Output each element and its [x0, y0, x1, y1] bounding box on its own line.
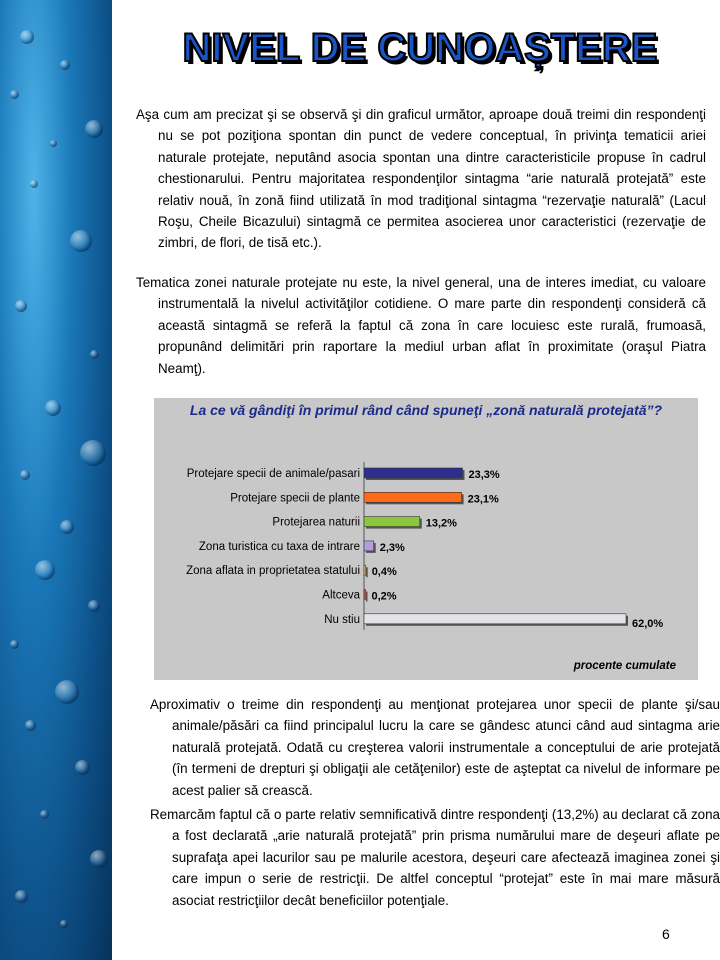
water-bubble	[90, 350, 99, 359]
bar	[364, 541, 374, 551]
water-bubble	[10, 90, 19, 99]
water-bubble	[85, 120, 103, 138]
bar	[364, 614, 626, 624]
water-bubble	[80, 440, 106, 466]
paragraph-4: Remarcăm faptul că o parte relativ semnificativă dintre respondenţi (13,2%) au declarat că zona a fost declarată „arie naturală protejată” prin prisma numărului mare de deşeuri aflate pe suprafaţa apei lacurilor sau pe malurile acestora, deşeuri care afectează imaginea zonei şi care impun o serie de restricţii. De altfel conceptul “protejat” este în mai mare măsură asociat restricţiilor decât beneficiilor potenţiale.	[150, 807, 720, 908]
water-bubbles-sidebar	[0, 0, 112, 960]
bar-shadow	[366, 567, 368, 577]
bar	[364, 468, 462, 478]
chart-title: La ce vă gândiţi în primul rând când spuneţi „zonă naturală protejată”?	[189, 402, 663, 418]
water-bubble	[25, 720, 36, 731]
paragraph-2: Tematica zonei naturale protejate nu este, la nivel general, una de interes imediat, cu valoare instrumentală la nivelul activităţilor cotidiene. O mare parte din respondenţi consideră că această sintagmă se referă la faptul că zona în care locuiesc este rurală, frumoasă, propunând delimitări prin raportare la mediul urban aflat în proximitate (oraşul Piatra Neamţ).	[136, 275, 706, 376]
category-label: Nu stiu	[324, 613, 360, 626]
category-label: Zona aflata in proprietatea statului	[186, 565, 360, 578]
category-label: Protejare specii de animale/pasari	[186, 468, 360, 480]
water-bubble	[90, 850, 108, 868]
value-label: 0,2%	[371, 590, 397, 603]
water-bubble	[35, 560, 55, 580]
paragraph-1: Aşa cum am precizat şi se observă şi din graficul următor, aproape două treimi din respondenţi nu se pot poziţiona spontan din punct de vedere conceptual, în privinţa tematicii ariei naturale protejate, neputând asocia spontan una dintre caracteristicile propuse în cadrul chestionarului. Pentru majoritatea respondenţilor sintagma “arie naturală protejată” este relativ nouă, în zonă fiind utilizată în mod tradiţional sintagma “rezervaţie naturală” (Lacul Roşu, Cheile Bicazului) sintagmă ce permitea asocierea unor caracteristici (rezervaţie de zimbri, de flori, de tisă etc.).	[136, 107, 706, 251]
bar	[364, 590, 366, 600]
water-bubble	[70, 230, 92, 252]
water-bubble	[10, 640, 19, 649]
water-bubble	[60, 60, 70, 70]
category-label: Zona turistica cu taxa de intrare	[198, 540, 360, 553]
value-label: 0,4%	[371, 566, 397, 579]
category-label: Protejarea naturii	[272, 516, 360, 529]
bar-shadow	[366, 592, 368, 602]
water-bubble	[15, 890, 28, 903]
value-label: 62,0%	[632, 617, 664, 630]
water-bubble	[75, 760, 90, 775]
bar	[364, 565, 366, 575]
bar	[364, 517, 420, 527]
chart-plot	[154, 398, 698, 680]
water-bubble	[88, 600, 100, 612]
page-title: NIVEL DE CUNOAȘTERE	[182, 26, 658, 70]
water-bubble	[60, 920, 68, 928]
paragraph-3: Aproximativ o treime din respondenţi au menţionat protejarea unor specii de plante şi/sau animale/păsări ca fiind principalul lucru la care se gândesc atunci când aud sintagma arie naturală protejată. Odată cu creşterea valorii instrumentale a conceptului de arie protejată (în termeni de drepturi şi obligaţii ale cetăţenilor) este de aşteptat ca nivelul de informare pe acest palier să crească.	[150, 697, 720, 798]
water-bubble	[55, 680, 79, 704]
water-bubble	[40, 810, 49, 819]
water-bubble	[20, 30, 34, 44]
value-label: 13,2%	[425, 517, 457, 530]
bar	[364, 492, 462, 502]
category-label: Altceva	[322, 589, 360, 602]
chart-note: procente cumulate	[573, 660, 676, 672]
water-bubble	[30, 180, 38, 188]
water-bubble	[50, 140, 57, 147]
water-bubble	[45, 400, 61, 416]
bar-chart	[154, 398, 698, 680]
category-label: Protejare specii de plante	[230, 492, 360, 505]
water-bubble	[60, 520, 74, 534]
water-bubble	[20, 470, 30, 480]
value-label: 23,1%	[467, 493, 499, 506]
page-number: 6	[662, 926, 670, 942]
value-label: 23,3%	[468, 469, 500, 481]
water-bubble	[15, 300, 27, 312]
value-label: 2,3%	[379, 541, 405, 554]
